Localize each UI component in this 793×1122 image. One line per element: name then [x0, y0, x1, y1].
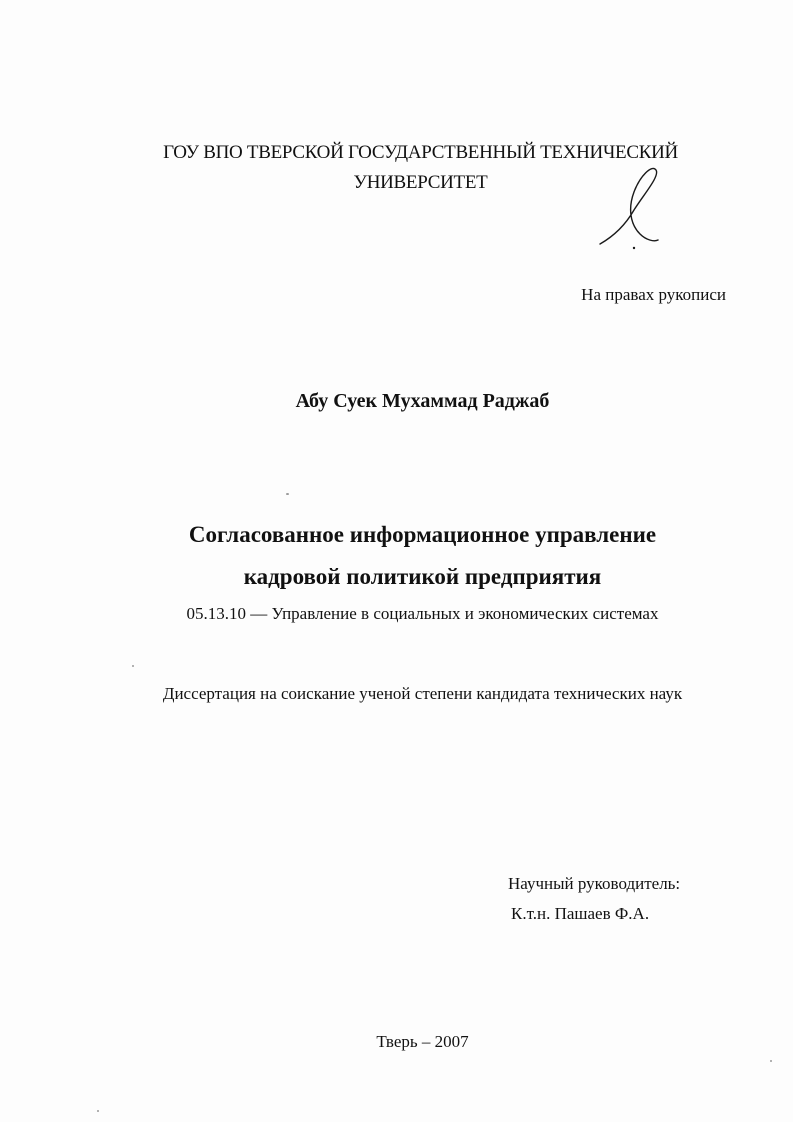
- rights-notice: На правах рукописи: [581, 285, 726, 304]
- dissertation-title-line-1: Согласованное информационное управление: [188, 522, 657, 547]
- scan-speck: [770, 1060, 772, 1062]
- supervisor-label: Научный руководитель:: [508, 874, 681, 893]
- institution-line-1: ГОУ ВПО ТВЕРСКОЙ ГОСУДАРСТВЕННЫЙ ТЕХНИЧЕСКИЙ: [163, 142, 678, 163]
- institution-line-2: УНИВЕРСИТЕТ: [353, 172, 488, 193]
- supervisor-name: К.т.н. Пашаев Ф.А.: [511, 904, 650, 923]
- author-name: Абу Суек Мухаммад Раджаб: [295, 390, 550, 412]
- scan-speck: [286, 493, 289, 495]
- dissertation-type: Диссертация на соискание ученой степени кандидата технических наук: [162, 684, 683, 703]
- scan-speck: [132, 665, 134, 667]
- place-year: Тверь – 2007: [376, 1032, 469, 1051]
- scan-speck: [97, 1110, 99, 1112]
- signature-icon: [596, 166, 666, 252]
- dissertation-title-line-2: кадровой политикой предприятия: [243, 564, 602, 589]
- specialty-code: 05.13.10 — Управление в социальных и экономических системах: [186, 604, 659, 623]
